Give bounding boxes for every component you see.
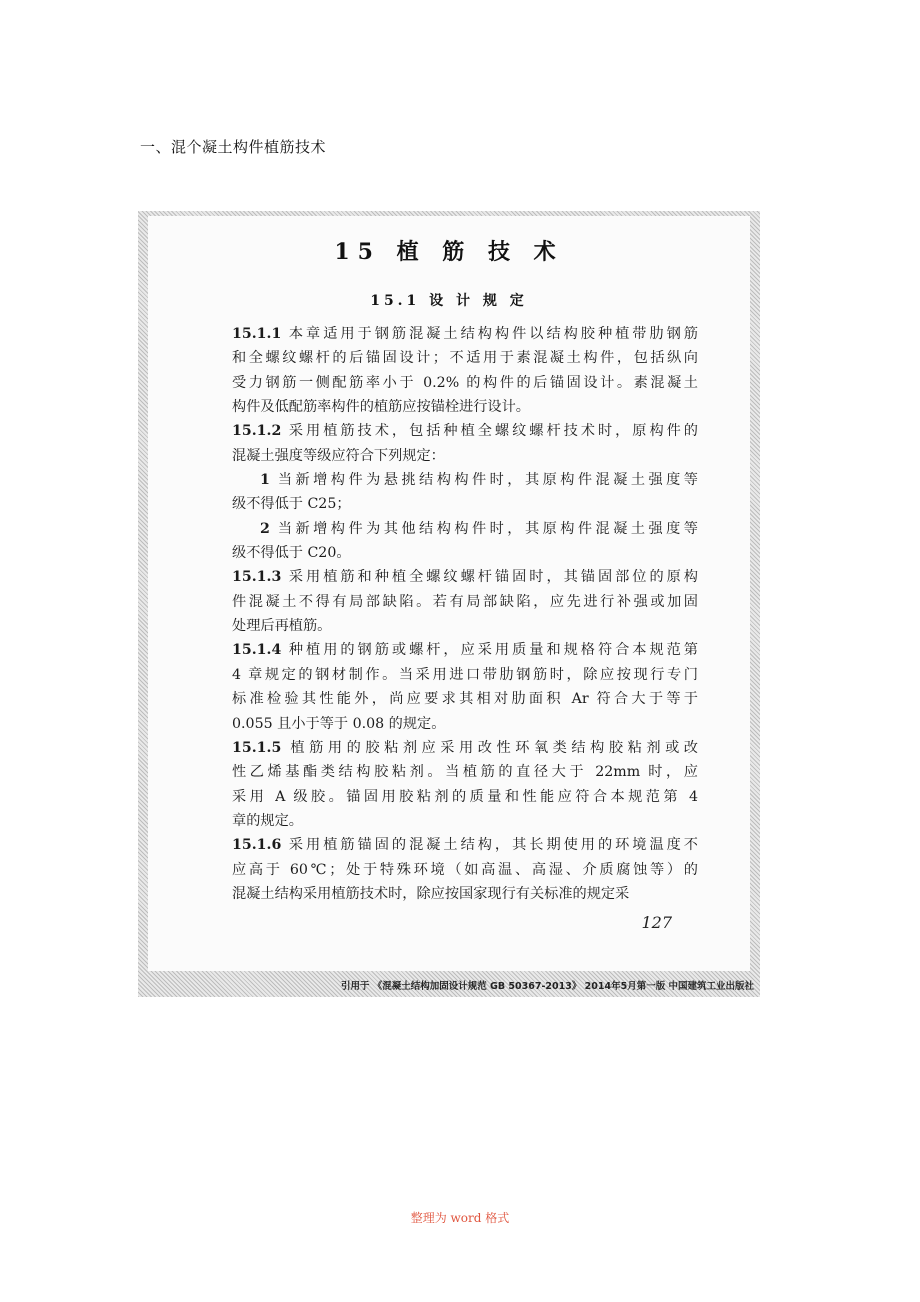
clause-text: 植筋用的胶粘剂应采用改性环氧类结构胶粘剂或改 bbox=[281, 739, 698, 756]
clause-text: 章的规定。 bbox=[232, 812, 303, 829]
chapter-title: 15 植 筋 技 术 bbox=[334, 239, 564, 265]
clause-number: 15.1.4 bbox=[232, 642, 282, 659]
clause-text: 级不得低于 C20。 bbox=[232, 545, 351, 562]
document-heading: 一、混个凝土构件植筋技术 bbox=[140, 138, 327, 156]
clause-text: 级不得低于 C25； bbox=[232, 496, 351, 513]
clause-text: 0.055 且小于等于 0.08 的规定。 bbox=[232, 715, 446, 732]
clause-text: 当新增构件为悬挑结构构件时，其原构件混凝土强度等 bbox=[269, 472, 698, 489]
clause-text: 混凝土结构采用植筋技术时，除应按国家现行有关标准的规定采 bbox=[232, 885, 630, 902]
clause-text: 采用植筋技术，包括种植全螺纹螺杆技术时，原构件的 bbox=[281, 423, 698, 440]
clause-line bbox=[232, 468, 698, 492]
text-line bbox=[232, 371, 698, 395]
clause-number: 15.1.5 bbox=[232, 739, 282, 756]
page-number: 127 bbox=[641, 913, 672, 932]
clause-text: 应高于 60℃；处于特殊环境（如高温、高湿、介质腐蚀等）的 bbox=[232, 861, 698, 878]
text-line bbox=[232, 541, 698, 565]
text-line bbox=[232, 395, 698, 419]
clause-text: 采用 A 级胶。锚固用胶粘剂的质量和性能应符合本规范第 4 bbox=[232, 788, 698, 805]
clause-line bbox=[232, 736, 698, 760]
citation-note: 引用于 《混凝土结构加固设计规范 GB 50367-2013》 2014年5月第一版 中国建筑工业出版社 bbox=[340, 981, 754, 992]
text-line bbox=[232, 785, 698, 809]
clause-text: 处理后再植筋。 bbox=[232, 618, 332, 635]
text-line bbox=[232, 712, 698, 736]
text-line bbox=[232, 760, 698, 784]
clause-text: 受力钢筋一侧配筋率小于 0.2% 的构件的后锚固设计。素混凝土 bbox=[232, 374, 698, 391]
text-line bbox=[232, 858, 698, 882]
text-line bbox=[232, 614, 698, 638]
clause-number: 15.1.1 bbox=[232, 326, 282, 342]
clause-text: 和全螺纹螺杆的后锚固设计；不适用于素混凝土构件，包括纵向 bbox=[232, 350, 698, 367]
clause-text: 当新增构件为其他结构构件时，其原构件混凝土强度等 bbox=[269, 520, 698, 537]
clause-text: 混凝土强度等级应符合下列规定： bbox=[232, 447, 445, 464]
text-line bbox=[232, 687, 698, 711]
text-line bbox=[232, 346, 698, 370]
clause-text: 件混凝土不得有局部缺陷。若有局部缺陷，应先进行补强或加固 bbox=[232, 593, 698, 610]
clause-text-block bbox=[232, 322, 698, 906]
clause-text: 种植用的钢筋或螺杆，应采用质量和规格符合本规范第 bbox=[281, 642, 698, 659]
clause-line bbox=[232, 833, 698, 857]
clause-text: 采用植筋和种植全螺纹螺杆锚固时，其锚固部位的原构 bbox=[281, 569, 698, 586]
text-line bbox=[232, 809, 698, 833]
clause-line bbox=[232, 638, 698, 662]
text-line bbox=[232, 882, 698, 906]
text-line bbox=[232, 590, 698, 614]
footer-note: 整理为 word 格式 bbox=[410, 1211, 510, 1225]
clause-number: 15.1.2 bbox=[232, 423, 282, 440]
clause-line bbox=[232, 565, 698, 589]
text-line bbox=[232, 444, 698, 468]
text-line bbox=[232, 492, 698, 516]
clause-line bbox=[232, 517, 698, 541]
clause-text: 采用植筋锚固的混凝土结构，其长期使用的环境温度不 bbox=[281, 837, 698, 854]
scanned-page-image bbox=[138, 211, 760, 997]
clause-number: 15.1.3 bbox=[232, 569, 282, 586]
clause-text: 构件及低配筋率构件的植筋应按锚栓进行设计。 bbox=[232, 399, 530, 416]
text-line bbox=[232, 663, 698, 687]
clause-line bbox=[232, 419, 698, 443]
section-title: 15.1 设 计 规 定 bbox=[370, 293, 528, 309]
clause-text: 性乙烯基酯类结构胶粘剂。当植筋的直径大于 22mm 时，应 bbox=[232, 764, 698, 781]
clause-line bbox=[232, 322, 698, 346]
clause-number: 1 bbox=[260, 472, 270, 489]
clause-number: 2 bbox=[260, 520, 270, 537]
clause-text: 本章适用于钢筋混凝土结构构件以结构胶种植带肋钢筋 bbox=[281, 326, 698, 342]
clause-text: 4 章规定的钢材制作。当采用进口带肋钢筋时，除应按现行专门 bbox=[232, 666, 698, 683]
clause-number: 15.1.6 bbox=[232, 837, 282, 854]
clause-text: 标准检验其性能外，尚应要求其相对肋面积 Ar 符合大于等于 bbox=[232, 691, 698, 708]
scanned-page-content bbox=[148, 216, 750, 971]
